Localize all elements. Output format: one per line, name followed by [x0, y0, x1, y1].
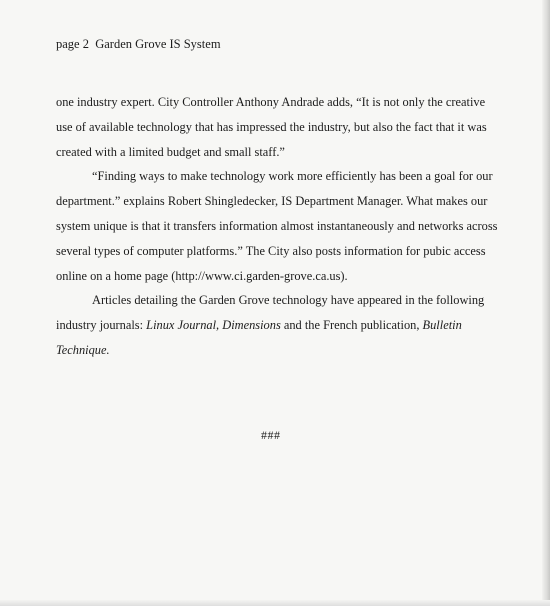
paragraph-line — [56, 338, 514, 363]
paragraph-line — [56, 313, 514, 338]
paragraph-line: use of available technology that has impressed the industry, but also the fact that it was — [56, 119, 487, 134]
paragraph-line: “Finding ways to make technology work more efficiently has been a goal for our — [92, 169, 493, 184]
page-header: page 2 Garden Grove IS System — [56, 37, 221, 51]
scan-edge-shadow — [542, 0, 550, 606]
paragraph-line: several types of computer platforms.” The City also posts information for pubic access — [56, 243, 486, 258]
paragraph-line: created with a limited budget and small staff.” — [56, 144, 285, 159]
paragraph-line: Articles detailing the Garden Grove technology have appeared in the following — [92, 293, 485, 308]
paragraph-3 — [56, 288, 514, 362]
end-mark: ### — [261, 428, 281, 442]
paragraph-line: system unique is that it transfers information almost instantaneously and networks across — [56, 218, 498, 233]
paragraph-line: one industry expert. City Controller Anthony Andrade adds, “It is not only the creative — [56, 95, 486, 109]
paragraph-1 — [56, 90, 514, 164]
journal-title: Linux Journal — [146, 318, 217, 333]
journals-intro: industry journals: — [56, 318, 147, 333]
paragraph-line: online on a home page (http://www.ci.garden-grove.ca.us). — [56, 268, 348, 283]
journal-separator: , — [216, 318, 223, 333]
journals-connector: and the French publication, — [280, 318, 423, 333]
scan-bottom-shadow — [0, 600, 550, 606]
journal-title: Bulletin — [422, 318, 462, 333]
journal-title: Technique — [56, 342, 107, 357]
journal-title: Dimensions — [222, 318, 281, 333]
document-body — [56, 90, 514, 363]
paragraph-line: department.” explains Robert Shingledecker, IS Department Manager. What makes our — [56, 194, 488, 209]
sentence-period: . — [106, 342, 110, 357]
paragraph-2 — [56, 164, 514, 288]
